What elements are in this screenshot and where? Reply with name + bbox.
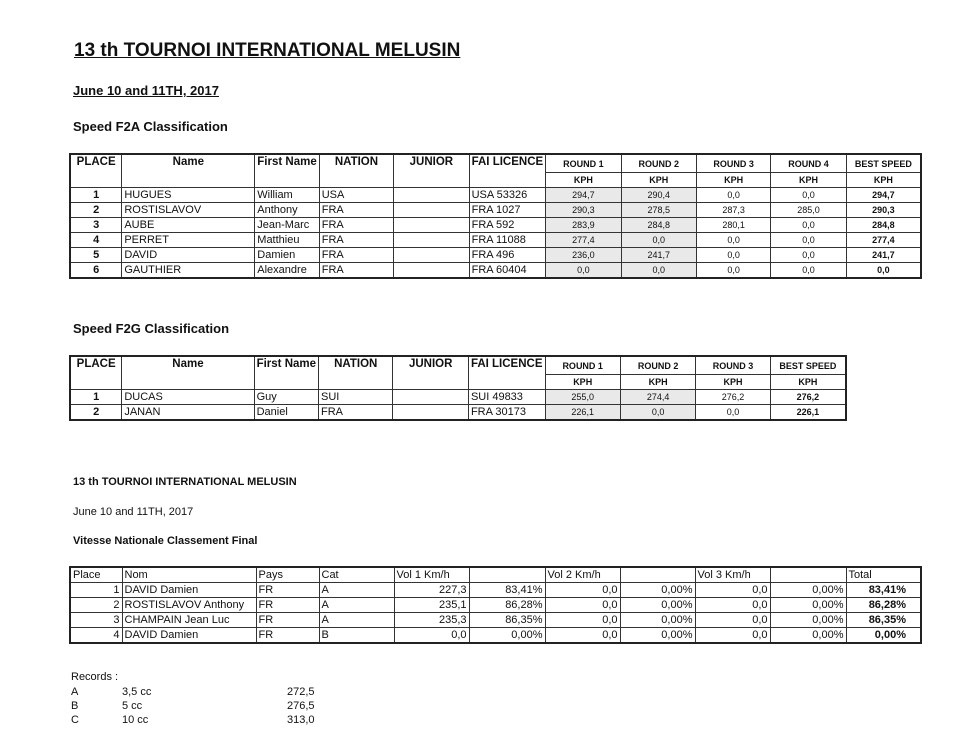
col-cat: Cat xyxy=(319,567,394,583)
first-name-cell: Anthony xyxy=(255,203,319,218)
junior-cell xyxy=(393,405,468,421)
best-speed-cell: 276,2 xyxy=(770,390,846,405)
first-name-cell: Matthieu xyxy=(255,233,319,248)
nom-cell: CHAMPAIN Jean Luc xyxy=(122,613,256,628)
fai-licence-cell: FRA 11088 xyxy=(469,233,546,248)
round-3-cell: 0,0 xyxy=(696,233,770,248)
round-2-cell: 241,7 xyxy=(621,248,696,263)
junior-cell xyxy=(394,188,469,203)
table-row xyxy=(70,218,921,233)
f2g-heading: Speed F2G Classification xyxy=(73,321,230,336)
vol-3-cell: 0,0 xyxy=(695,583,770,598)
col-place: PLACE xyxy=(70,356,122,390)
round-1-cell: 290,3 xyxy=(546,203,621,218)
col-junior: JUNIOR xyxy=(393,356,468,390)
best-speed-cell: 294,7 xyxy=(846,188,921,203)
round-1-cell: 236,0 xyxy=(546,248,621,263)
vol-1-pct-cell: 86,35% xyxy=(469,613,545,628)
col-nation: NATION xyxy=(319,356,393,390)
f2a-header xyxy=(70,154,921,188)
round-1-cell: 277,4 xyxy=(546,233,621,248)
table-row xyxy=(70,613,921,628)
name-cell: HUGUES xyxy=(122,188,255,203)
place-cell: 5 xyxy=(70,248,122,263)
round-2-cell: 278,5 xyxy=(621,203,696,218)
vol-2-pct-cell: 0,00% xyxy=(620,598,695,613)
vol-2-pct-cell: 0,00% xyxy=(620,583,695,598)
unit-kph: KPH xyxy=(770,375,846,390)
round-1-cell: 255,0 xyxy=(545,390,620,405)
col-fai-licence: FAI LICENCE xyxy=(468,356,545,390)
best-speed-cell: 277,4 xyxy=(846,233,921,248)
col-round-3: ROUND 3 xyxy=(696,154,770,173)
round-4-cell: 285,0 xyxy=(771,203,846,218)
junior-cell xyxy=(393,390,468,405)
cat-cell: A xyxy=(319,613,394,628)
junior-cell xyxy=(394,218,469,233)
vol-3-cell: 0,0 xyxy=(695,598,770,613)
vol-1-pct-cell: 83,41% xyxy=(469,583,545,598)
round-4-cell: 0,0 xyxy=(771,188,846,203)
nom-cell: DAVID Damien xyxy=(122,583,256,598)
nation-cell: FRA xyxy=(319,218,393,233)
record-value: 276,5 xyxy=(287,700,315,712)
fai-licence-cell: FRA 1027 xyxy=(469,203,546,218)
record-size: 3,5 cc xyxy=(122,686,152,698)
col-round-1: ROUND 1 xyxy=(546,154,621,173)
round-2-cell: 284,8 xyxy=(621,218,696,233)
col-vol-1-pct xyxy=(469,567,545,583)
table-row xyxy=(70,203,921,218)
col-vol-3-pct xyxy=(770,567,846,583)
cat-cell: B xyxy=(319,628,394,644)
junior-cell xyxy=(394,263,469,279)
nation-cell: FRA xyxy=(319,203,393,218)
nation-cell: SUI xyxy=(319,390,393,405)
nation-cell: FRA xyxy=(319,233,393,248)
col-fai-licence: FAI LICENCE xyxy=(469,154,546,188)
vitesse-table xyxy=(69,566,922,644)
round-3-cell: 0,0 xyxy=(696,263,770,279)
first-name-cell: Damien xyxy=(255,248,319,263)
vol-3-pct-cell: 0,00% xyxy=(770,613,846,628)
record-cat: C xyxy=(71,714,79,726)
record-cat: A xyxy=(71,686,79,698)
table-row xyxy=(70,390,846,405)
col-name: Name xyxy=(122,356,254,390)
round-2-cell: 0,0 xyxy=(621,233,696,248)
col-vol-1: Vol 1 Km/h xyxy=(394,567,469,583)
place-cell: 2 xyxy=(70,598,122,613)
total-cell: 83,41% xyxy=(846,583,921,598)
table-row xyxy=(70,405,846,421)
first-name-cell: William xyxy=(255,188,319,203)
record-size: 5 cc xyxy=(122,700,143,712)
f2a-heading: Speed F2A Classification xyxy=(73,119,228,134)
unit-kph: KPH xyxy=(621,173,696,188)
col-best-speed: BEST SPEED xyxy=(846,154,921,173)
vol-2-cell: 0,0 xyxy=(545,628,620,644)
col-round-4: ROUND 4 xyxy=(771,154,846,173)
pays-cell: FR xyxy=(256,628,319,644)
table-row xyxy=(70,583,921,598)
round-2-cell: 290,4 xyxy=(621,188,696,203)
f2a-rows xyxy=(70,188,921,279)
vol-2-cell: 0,0 xyxy=(545,583,620,598)
col-nom: Nom xyxy=(122,567,256,583)
place-cell: 3 xyxy=(70,218,122,233)
nation-cell: FRA xyxy=(319,248,393,263)
unit-kph: KPH xyxy=(546,173,621,188)
records-label: Records : xyxy=(71,671,119,683)
col-junior: JUNIOR xyxy=(394,154,469,188)
vol-3-pct-cell: 0,00% xyxy=(770,583,846,598)
place-cell: 1 xyxy=(70,390,122,405)
cat-cell: A xyxy=(319,583,394,598)
best-speed-cell: 0,0 xyxy=(846,263,921,279)
col-round-2: ROUND 2 xyxy=(620,356,695,375)
vol-1-cell: 235,1 xyxy=(394,598,469,613)
nation-cell: FRA xyxy=(319,405,393,421)
junior-cell xyxy=(394,203,469,218)
junior-cell xyxy=(394,248,469,263)
name-cell: JANAN xyxy=(122,405,254,421)
first-name-cell: Jean-Marc xyxy=(255,218,319,233)
record-size: 10 cc xyxy=(122,714,149,726)
place-cell: 2 xyxy=(70,405,122,421)
fai-licence-cell: FRA 496 xyxy=(469,248,546,263)
round-3-cell: 280,1 xyxy=(696,218,770,233)
fai-licence-cell: FRA 60404 xyxy=(469,263,546,279)
unit-kph: KPH xyxy=(620,375,695,390)
first-name-cell: Alexandre xyxy=(255,263,319,279)
total-cell: 86,35% xyxy=(846,613,921,628)
round-4-cell: 0,0 xyxy=(771,248,846,263)
name-cell: DAVID xyxy=(122,248,255,263)
record-value: 313,0 xyxy=(287,714,315,726)
vitesse-rows xyxy=(70,583,921,644)
nation-cell: USA xyxy=(319,188,393,203)
name-cell: AUBE xyxy=(122,218,255,233)
col-round-1: ROUND 1 xyxy=(545,356,620,375)
record-cat: B xyxy=(71,700,79,712)
round-3-cell: 0,0 xyxy=(696,248,770,263)
f2g-rows xyxy=(70,390,846,421)
col-vol-3: Vol 3 Km/h xyxy=(695,567,770,583)
col-place: PLACE xyxy=(70,154,122,188)
place-cell: 4 xyxy=(70,233,122,248)
col-vol-2: Vol 2 Km/h xyxy=(545,567,620,583)
table-row xyxy=(70,233,921,248)
round-2-cell: 0,0 xyxy=(621,263,696,279)
col-first-name: First Name xyxy=(255,154,319,188)
unit-kph: KPH xyxy=(545,375,620,390)
table-row xyxy=(70,598,921,613)
round-1-cell: 226,1 xyxy=(545,405,620,421)
vol-3-pct-cell: 0,00% xyxy=(770,598,846,613)
place-cell: 3 xyxy=(70,613,122,628)
fai-licence-cell: FRA 30173 xyxy=(468,405,545,421)
pays-cell: FR xyxy=(256,613,319,628)
document-date: June 10 and 11TH, 2017 xyxy=(73,83,219,98)
round-3-cell: 276,2 xyxy=(696,390,770,405)
round-3-cell: 0,0 xyxy=(696,405,770,421)
round-4-cell: 0,0 xyxy=(771,263,846,279)
col-vol-2-pct xyxy=(620,567,695,583)
round-2-cell: 274,4 xyxy=(620,390,695,405)
table-row xyxy=(70,248,921,263)
table-row xyxy=(70,263,921,279)
junior-cell xyxy=(394,233,469,248)
vitesse-header xyxy=(70,567,921,583)
round-4-cell: 0,0 xyxy=(771,233,846,248)
col-round-3: ROUND 3 xyxy=(696,356,770,375)
nom-cell: DAVID Damien xyxy=(122,628,256,644)
col-total: Total xyxy=(846,567,921,583)
place-cell: 2 xyxy=(70,203,122,218)
round-4-cell: 0,0 xyxy=(771,218,846,233)
vol-2-cell: 0,0 xyxy=(545,613,620,628)
unit-kph: KPH xyxy=(846,173,921,188)
round-1-cell: 0,0 xyxy=(546,263,621,279)
unit-kph: KPH xyxy=(696,173,770,188)
vol-1-cell: 227,3 xyxy=(394,583,469,598)
vol-2-pct-cell: 0,00% xyxy=(620,628,695,644)
vol-3-cell: 0,0 xyxy=(695,613,770,628)
vitesse-title: 13 th TOURNOI INTERNATIONAL MELUSIN xyxy=(73,476,297,488)
best-speed-cell: 241,7 xyxy=(846,248,921,263)
vol-2-cell: 0,0 xyxy=(545,598,620,613)
fai-licence-cell: USA 53326 xyxy=(469,188,546,203)
vol-1-pct-cell: 0,00% xyxy=(469,628,545,644)
first-name-cell: Guy xyxy=(254,390,318,405)
name-cell: ROSTISLAVOV xyxy=(122,203,255,218)
col-best-speed: BEST SPEED xyxy=(770,356,846,375)
pays-cell: FR xyxy=(256,583,319,598)
name-cell: PERRET xyxy=(122,233,255,248)
round-3-cell: 0,0 xyxy=(696,188,770,203)
pays-cell: FR xyxy=(256,598,319,613)
col-place: Place xyxy=(70,567,122,583)
unit-kph: KPH xyxy=(696,375,770,390)
document-title: 13 th TOURNOI INTERNATIONAL MELUSIN xyxy=(74,40,461,61)
table-row xyxy=(70,628,921,644)
col-round-2: ROUND 2 xyxy=(621,154,696,173)
place-cell: 1 xyxy=(70,583,122,598)
col-pays: Pays xyxy=(256,567,319,583)
col-name: Name xyxy=(122,154,255,188)
best-speed-cell: 226,1 xyxy=(770,405,846,421)
vitesse-date: June 10 and 11TH, 2017 xyxy=(73,506,194,518)
total-cell: 86,28% xyxy=(846,598,921,613)
round-2-cell: 0,0 xyxy=(620,405,695,421)
vol-1-cell: 0,0 xyxy=(394,628,469,644)
round-3-cell: 287,3 xyxy=(696,203,770,218)
vitesse-heading: Vitesse Nationale Classement Final xyxy=(73,535,258,547)
nation-cell: FRA xyxy=(319,263,393,279)
name-cell: GAUTHIER xyxy=(122,263,255,279)
first-name-cell: Daniel xyxy=(254,405,318,421)
name-cell: DUCAS xyxy=(122,390,254,405)
round-1-cell: 294,7 xyxy=(546,188,621,203)
record-value: 272,5 xyxy=(287,686,315,698)
f2g-header xyxy=(70,356,846,390)
place-cell: 6 xyxy=(70,263,122,279)
col-nation: NATION xyxy=(319,154,393,188)
table-row xyxy=(70,188,921,203)
vol-1-cell: 235,3 xyxy=(394,613,469,628)
nom-cell: ROSTISLAVOV Anthony xyxy=(122,598,256,613)
f2g-table xyxy=(69,355,847,421)
total-cell: 0,00% xyxy=(846,628,921,644)
col-first-name: First Name xyxy=(254,356,318,390)
fai-licence-cell: FRA 592 xyxy=(469,218,546,233)
cat-cell: A xyxy=(319,598,394,613)
vol-2-pct-cell: 0,00% xyxy=(620,613,695,628)
place-cell: 4 xyxy=(70,628,122,644)
unit-kph: KPH xyxy=(771,173,846,188)
fai-licence-cell: SUI 49833 xyxy=(468,390,545,405)
round-1-cell: 283,9 xyxy=(546,218,621,233)
vol-3-pct-cell: 0,00% xyxy=(770,628,846,644)
place-cell: 1 xyxy=(70,188,122,203)
vol-1-pct-cell: 86,28% xyxy=(469,598,545,613)
f2a-table xyxy=(69,153,922,279)
best-speed-cell: 284,8 xyxy=(846,218,921,233)
vol-3-cell: 0,0 xyxy=(695,628,770,644)
best-speed-cell: 290,3 xyxy=(846,203,921,218)
